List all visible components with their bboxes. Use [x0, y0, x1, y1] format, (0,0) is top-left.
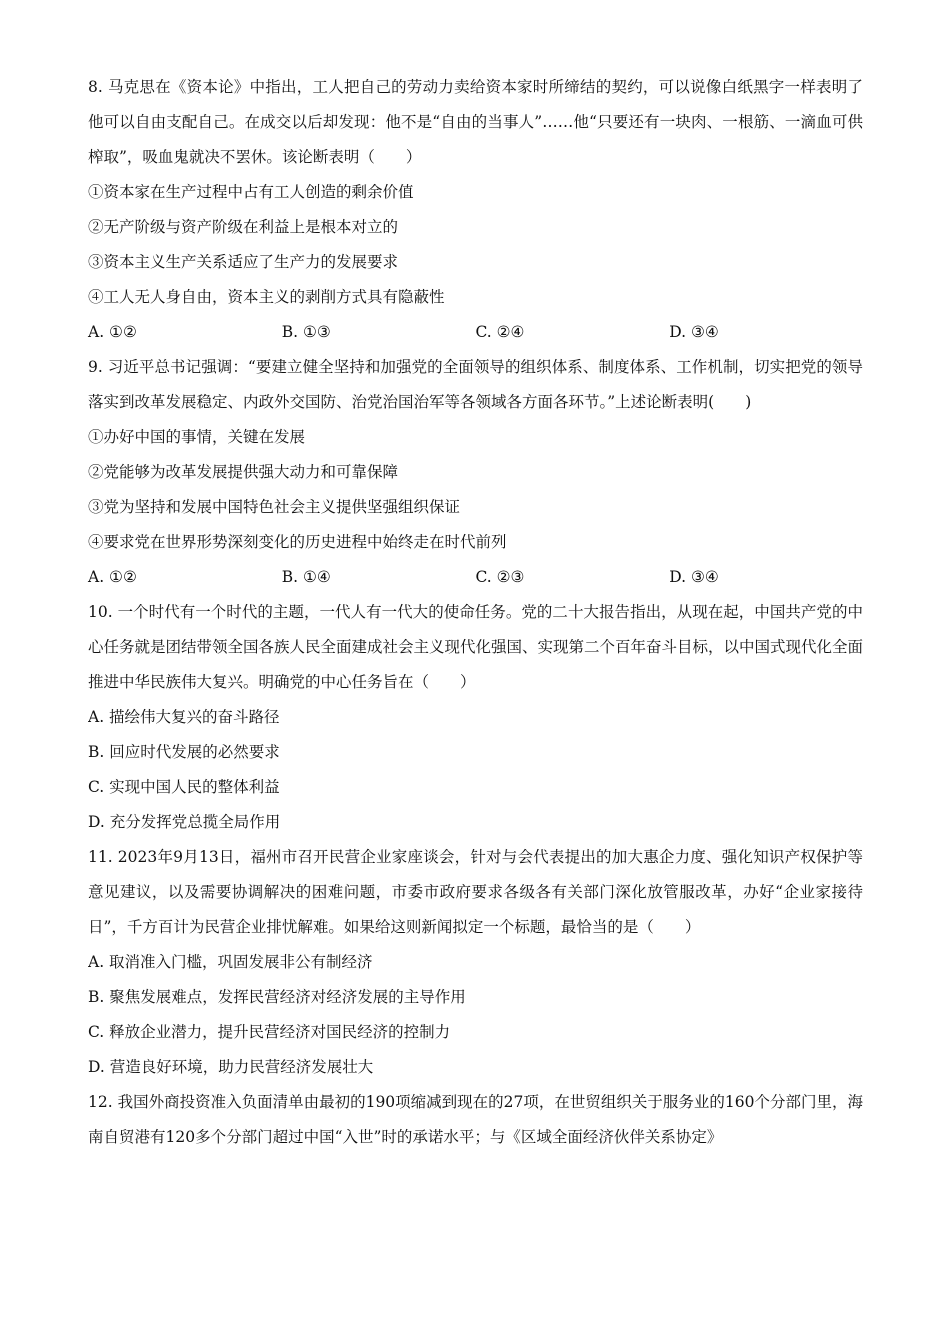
document-page: [88, 70, 863, 1155]
question-9-item-3: ③党为坚持和发展中国特色社会主义提供坚强组织保证: [88, 498, 461, 516]
question-11-stem: 11. 2023年9月13日，福州市召开民营企业家座谈会，针对与会代表提出的加大惠企力度、强化知识产权保护等意见建议，以及需要协调解决的困难问题，市委市政府要求各级各有关部门深化放管服改革，办好“企业家接待日”，千方百计为民营企业排忧解难。如果给这则新闻拟定一个标题，最恰当的是（ ）: [88, 848, 863, 936]
question-11-option-b: B. 聚焦发展难点，发挥民营经济对经济发展的主导作用: [88, 988, 466, 1006]
question-11-option-c: C. 释放企业潜力，提升民营经济对国民经济的控制力: [88, 1023, 451, 1041]
question-10-option-b: B. 回应时代发展的必然要求: [88, 743, 280, 761]
question-8-options: [88, 315, 863, 350]
question-8-option-a: A. ①②: [88, 323, 137, 341]
question-9-option-d: D. ③④: [669, 568, 719, 586]
question-9-item-1: ①办好中国的事情，关键在发展: [88, 428, 306, 446]
question-10-option-a: A. 描绘伟大复兴的奋斗路径: [88, 708, 280, 726]
question-9-option-a: A. ①②: [88, 568, 137, 586]
question-12-stem: 12. 我国外商投资准入负面清单由最初的190项缩减到现在的27项，在世贸组织关于服务业的160个分部门里，海南自贸港有120多个分部门超过中国“入世”时的承诺水平；与《区域全面经济伙伴关系协定》: [88, 1093, 863, 1146]
question-8-option-b: B. ①③: [281, 323, 331, 341]
question-8-item-2: ②无产阶级与资产阶级在利益上是根本对立的: [88, 218, 399, 236]
question-8-item-1: ①资本家在生产过程中占有工人创造的剩余价值: [88, 183, 414, 201]
question-8-stem: 8. 马克思在《资本论》中指出，工人把自己的劳动力卖给资本家时所缔结的契约，可以说像白纸黑字一样表明了他可以自由支配自己。在成交以后却发现：他不是“自由的当事人”……他“只要还有一块肉、一根筋、一滴血可供榨取”，吸血鬼就决不罢休。该论断表明（ ）: [88, 78, 863, 166]
question-9-item-4: ④要求党在世界形势深刻变化的历史进程中始终走在时代前列: [88, 533, 507, 551]
question-10-option-c: C. 实现中国人民的整体利益: [88, 778, 280, 796]
question-8-item-3: ③资本主义生产关系适应了生产力的发展要求: [88, 253, 399, 271]
question-9-item-2: ②党能够为改革发展提供强大动力和可靠保障: [88, 463, 399, 481]
question-9-option-b: B. ①④: [281, 568, 331, 586]
question-8-item-4: ④工人无人身自由，资本主义的剥削方式具有隐蔽性: [88, 288, 445, 306]
question-10-option-d: D. 充分发挥党总揽全局作用: [88, 813, 281, 831]
question-10-stem: 10. 一个时代有一个时代的主题，一代人有一代大的使命任务。党的二十大报告指出，从现在起，中国共产党的中心任务就是团结带领全国各族人民全面建成社会主义现代化强国、实现第二个百年奋斗目标，以中国式现代化全面推进中华民族伟大复兴。明确党的中心任务旨在（ ）: [88, 603, 864, 691]
question-11-option-d: D. 营造良好环境，助力民营经济发展壮大: [88, 1058, 374, 1076]
question-9-options: [88, 560, 863, 595]
question-9-stem: 9. 习近平总书记强调：“要建立健全坚持和加强党的全面领导的组织体系、制度体系、工作机制，切实把党的领导落实到改革发展稳定、内政外交国防、治党治国治军等各领域各方面各环节。”上述论断表明( ): [88, 358, 863, 411]
question-8-option-d: D. ③④: [669, 323, 719, 341]
question-11-option-a: A. 取消准入门槛，巩固发展非公有制经济: [88, 953, 373, 971]
question-8-option-c: C. ②④: [475, 323, 525, 341]
question-9-option-c: C. ②③: [475, 568, 525, 586]
